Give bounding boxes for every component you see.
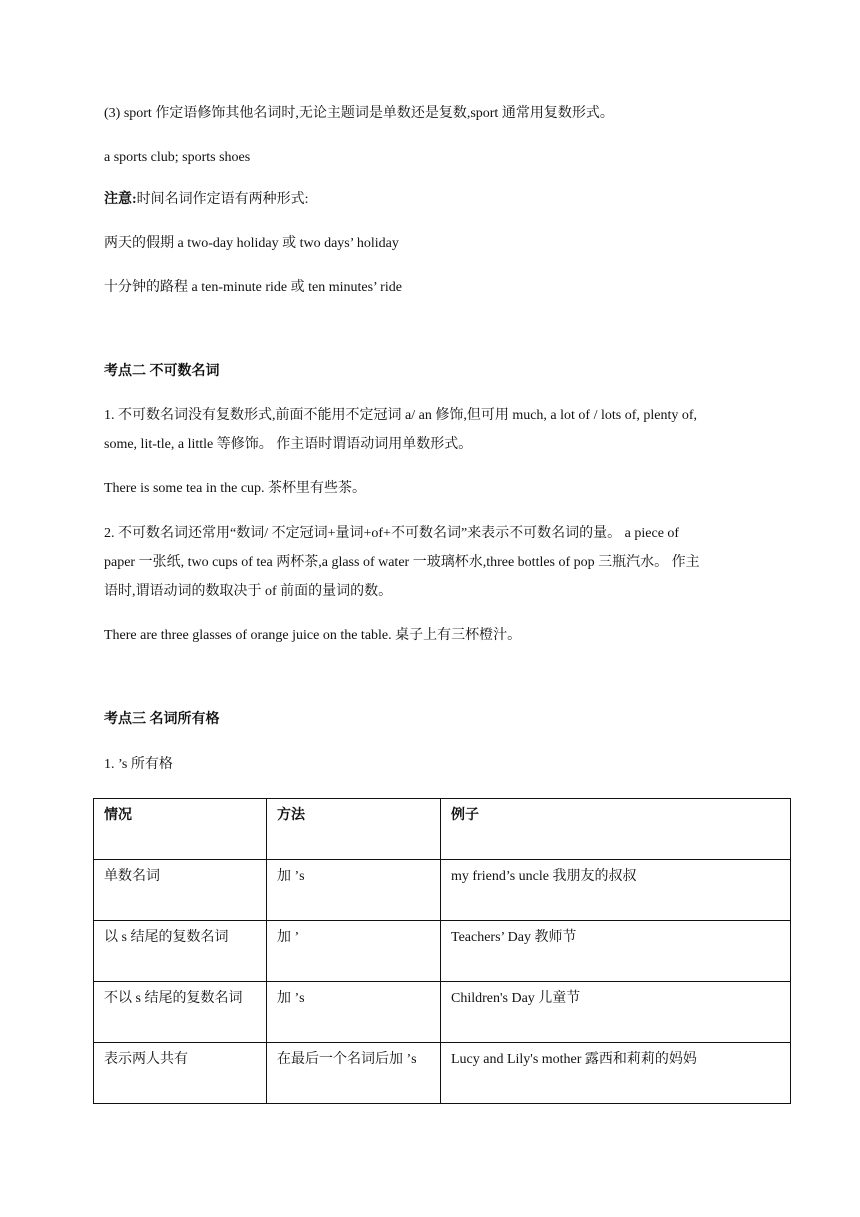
paragraph-uncountable-2a: 2. 不可数名词还常用“数词/ 不定冠词+量词+of+不可数名词”来表示不可数名词的量。 a piece of: [104, 526, 680, 541]
example-orange-juice: There are three glasses of orange juice on the table. 桌子上有三杯橙汁。: [104, 628, 522, 643]
table-header-row: [94, 799, 791, 860]
table-cell: 以 s 结尾的复数名词: [94, 921, 267, 982]
table-cell: Lucy and Lily's mother 露西和莉莉的妈妈: [441, 1043, 791, 1104]
possessive-table: [93, 798, 791, 1104]
table-cell: 表示两人共有: [94, 1043, 267, 1104]
example-two-day-holiday: 两天的假期 a two-day holiday 或 two days’ holiday: [104, 236, 399, 251]
table-cell: my friend’s uncle 我朋友的叔叔: [441, 860, 791, 921]
example-ten-minute-ride: 十分钟的路程 a ten-minute ride 或 ten minutes’ ride: [104, 280, 402, 295]
paragraph-uncountable-1a: 1. 不可数名词没有复数形式,前面不能用不定冠词 a/ an 修饰,但可用 much, a lot of / lots of, plenty of,: [104, 408, 698, 423]
paragraph-uncountable-2c: 语时,谓语动词的数取决于 of 前面的量词的数。: [104, 584, 393, 599]
table-header-cell: 情况: [94, 799, 267, 860]
table-cell: 加 ’: [267, 921, 441, 982]
paragraph-sport-rule: (3) sport 作定语修饰其他名词时,无论主题词是单数还是复数,sport 通常用复数形式。: [104, 106, 614, 121]
section-heading-uncountable: 考点二 不可数名词: [104, 364, 220, 379]
table-cell: Teachers’ Day 教师节: [441, 921, 791, 982]
table-cell: Children's Day 儿童节: [441, 982, 791, 1043]
note-label: 注意:: [104, 192, 137, 207]
example-sports: a sports club; sports shoes: [104, 150, 251, 165]
table-cell: 在最后一个名词后加 ’s: [267, 1043, 441, 1104]
paragraph-uncountable-2b: paper 一张纸, two cups of tea 两杯茶,a glass of water 一玻璃杯水,three bottles of pop 三瓶汽水。 作主: [104, 555, 700, 570]
note-paragraph: [104, 190, 309, 210]
table-row: [94, 982, 791, 1043]
section-heading-possessive: 考点三 名词所有格: [104, 712, 220, 727]
table-row: [94, 1043, 791, 1104]
paragraph-uncountable-1b: some, lit-tle, a little 等修饰。 作主语时谓语动词用单数形式。: [104, 437, 473, 452]
table-cell: 加 ’s: [267, 982, 441, 1043]
note-text: 时间名词作定语有两种形式:: [136, 192, 309, 207]
table-cell: 加 ’s: [267, 860, 441, 921]
table-row: [94, 860, 791, 921]
table-header-cell: 例子: [441, 799, 791, 860]
table-cell: 单数名词: [94, 860, 267, 921]
example-tea-cup: There is some tea in the cup. 茶杯里有些茶。: [104, 481, 367, 496]
table-cell: 不以 s 结尾的复数名词: [94, 982, 267, 1043]
table-row: [94, 921, 791, 982]
subheading-possessive-s: 1. ’s 所有格: [104, 757, 173, 772]
table-header-cell: 方法: [267, 799, 441, 860]
